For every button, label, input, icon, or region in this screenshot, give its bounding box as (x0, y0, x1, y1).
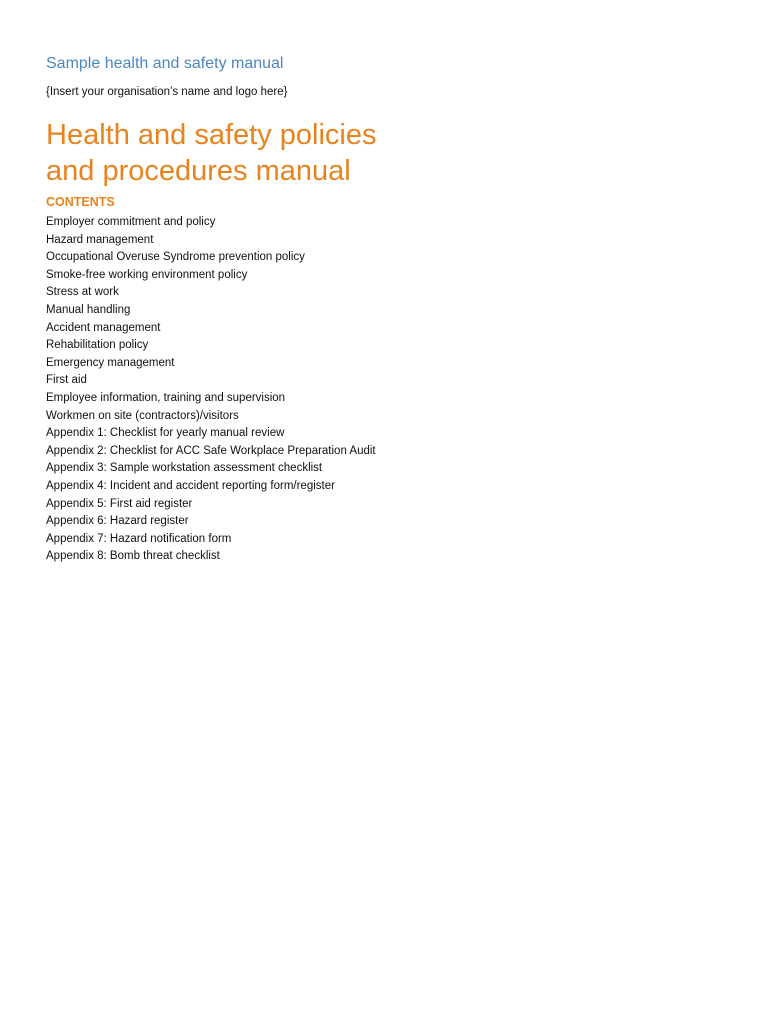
contents-item: Accident management (46, 321, 161, 334)
document-title-line-1: Health and safety policies (46, 119, 377, 151)
contents-item: Emergency management (46, 356, 175, 369)
contents-item: Appendix 7: Hazard notification form (46, 532, 232, 545)
contents-item: Workmen on site (contractors)/visitors (46, 409, 239, 422)
document-title-line-2: and procedures manual (46, 155, 351, 187)
contents-item: Appendix 1: Checklist for yearly manual review (46, 427, 285, 440)
document-subtitle: Sample health and safety manual (46, 55, 284, 72)
contents-item: Appendix 6: Hazard register (46, 515, 189, 528)
contents-heading: CONTENTS (46, 195, 115, 209)
contents-item: Appendix 5: First aid register (46, 497, 193, 510)
contents-item: Hazard management (46, 233, 154, 246)
contents-list (46, 214, 376, 566)
contents-item: Appendix 8: Bomb threat checklist (46, 550, 220, 563)
contents-item: Employee information, training and supervision (46, 391, 286, 404)
contents-item: Appendix 2: Checklist for ACC Safe Workplace Preparation Audit (46, 444, 376, 457)
contents-item: Smoke-free working environment policy (46, 268, 248, 281)
contents-item: Appendix 3: Sample workstation assessment checklist (46, 462, 323, 475)
contents-item: Occupational Overuse Syndrome prevention policy (46, 251, 305, 264)
organisation-placeholder: {Insert your organisation’s name and logo here} (46, 86, 288, 98)
contents-item: Rehabilitation policy (46, 339, 149, 352)
contents-item: Manual handling (46, 303, 131, 316)
contents-item: Stress at work (46, 286, 119, 299)
contents-item: First aid (46, 374, 87, 387)
document-title (46, 117, 376, 189)
contents-item: Appendix 4: Incident and accident reporting form/register (46, 479, 335, 492)
contents-item: Employer commitment and policy (46, 216, 216, 228)
